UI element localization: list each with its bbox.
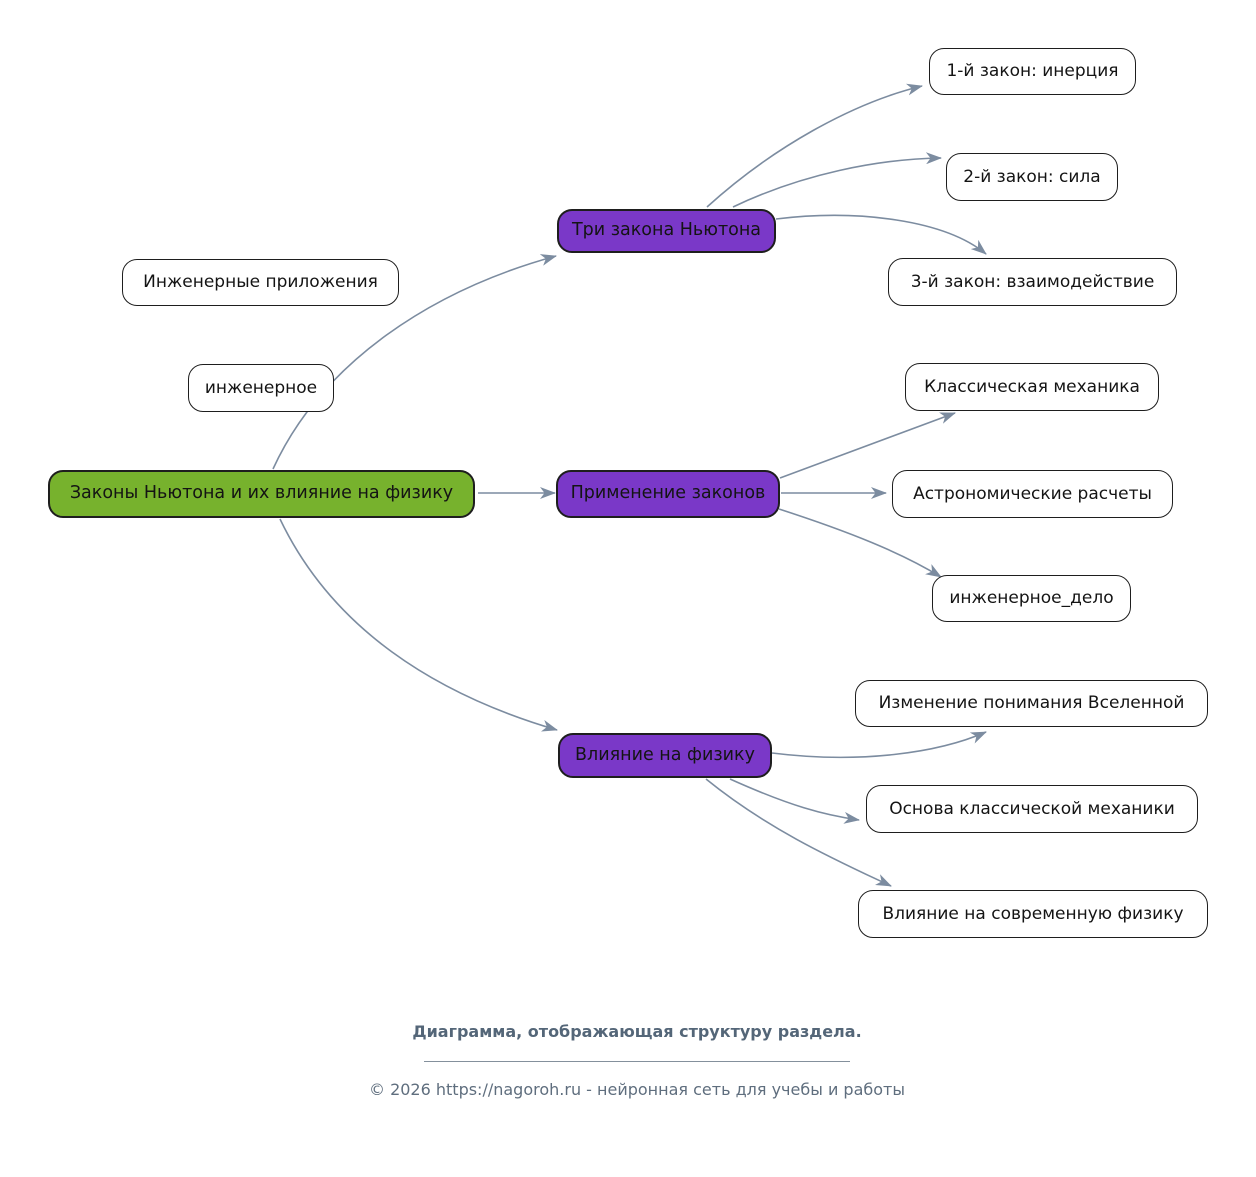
node-branch-influence: Влияние на физику [558,733,772,778]
edge-influence-to-modern-physics [706,779,891,886]
node-branch-application: Применение законов [556,470,780,518]
node-leaf-law2-force: 2-й закон: сила [946,153,1118,201]
footer-divider [424,1061,850,1062]
node-leaf-classical-basis: Основа классической механики [866,785,1198,833]
edge-root-to-influence [280,519,557,730]
footer [0,1022,1256,1099]
edge-three-laws-to-law1 [707,86,922,207]
node-leaf-law1-inertia: 1-й закон: инерция [929,48,1136,95]
edge-three-laws-to-law2 [733,158,941,207]
node-leaf-classical-mechanics: Классическая механика [905,363,1159,411]
node-branch-three-laws: Три закона Ньютона [557,209,776,253]
node-leaf-universe-understanding: Изменение понимания Вселенной [855,680,1208,727]
node-leaf-law3-interaction: 3-й закон: взаимодействие [888,258,1177,306]
edge-application-to-engineering [779,509,941,577]
node-leaf-engineering: инженерное_дело [932,575,1131,622]
node-floating-engineering: инженерное [188,364,334,412]
node-leaf-modern-physics: Влияние на современную физику [858,890,1208,938]
edge-influence-to-classical-basis [730,779,859,820]
edge-influence-to-universe [772,732,986,757]
copyright-line: © 2026 https://nagoroh.ru - нейронная сеть для учебы и работы [368,1080,905,1099]
node-leaf-astronomy-calculations: Астрономические расчеты [892,470,1173,518]
edge-application-to-classical-mechanics [780,413,955,478]
edge-three-laws-to-law3 [776,215,986,254]
node-root: Законы Ньютона и их влияние на физику [48,470,475,518]
diagram-caption: Диаграмма, отображающая структуру раздела. [412,1022,862,1041]
node-floating-engineering-applications: Инженерные приложения [122,259,399,306]
